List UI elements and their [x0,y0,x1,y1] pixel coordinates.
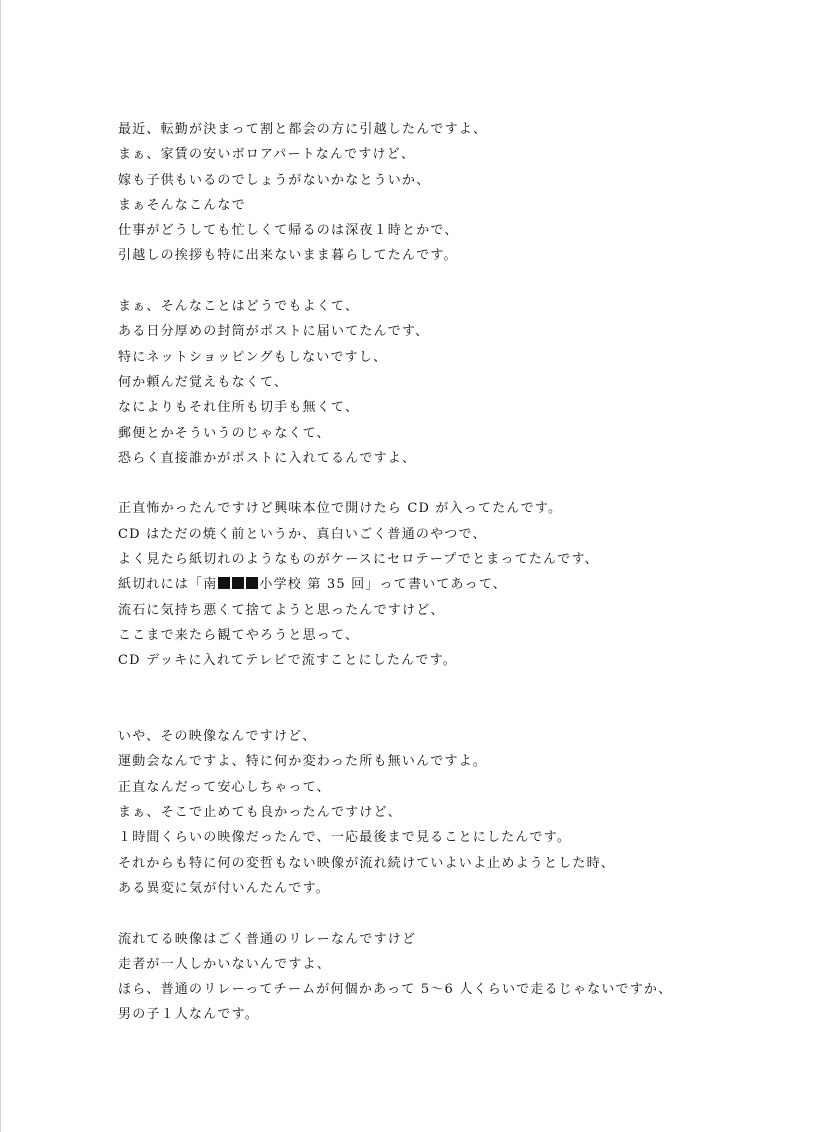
text-line: ある異変に気が付いんたんです。 [118,880,330,896]
text-line: まぁ、そんなことはどうでもよくて、 [118,299,360,315]
text-line: ほら、普通のリレーってチームが何個かあって 5〜6 人くらいで走るじゃないですか、 [118,982,673,998]
text-line: ここまで来たら観てやろうと思って、 [118,627,360,643]
redaction-block [246,577,258,589]
paragraph-4 [118,724,818,901]
text-line: １時間くらいの映像だったんで、一応最後まで見ることにしたんです。 [118,830,572,846]
text-line: それからも特に何の変哲もない映像が流れ続けていよいよ止めようとした時、 [118,855,616,871]
text-line: 走者が一人しかいないんですよ、 [118,956,332,972]
text-line: CD デッキに入れてテレビで流すことにしたんです。 [118,653,457,669]
text-line: なによりもそれ住所も切手も無くて、 [118,400,360,416]
paragraph-gap [118,674,818,699]
paragraph-gap [118,269,818,294]
text-segment: 小学校 第 35 回」って書いてあって、 [259,577,507,593]
paragraph-2 [118,294,818,471]
text-line: まぁ、家賃の安いボロアパートなんですけど、 [118,147,416,163]
text-line: CD はただの焼く前というか、真白いごく普通のやつで、 [118,526,487,542]
text-line: 特にネットショッピングもしないですし、 [118,349,388,365]
text-line: 男の子１人なんです。 [118,1007,259,1023]
text-line: よく見たら紙切れのようなものがケースにセロテープでとまってたんです、 [118,552,599,568]
text-line: 郵便とかそういうのじゃなくて、 [118,425,331,441]
redaction-block [218,577,230,589]
page-edge [0,0,1,1132]
text-line: 仕事がどうしても忙しくて帰るのは深夜１時とかで、 [118,223,459,239]
text-segment: 紙切れには「南 [118,577,218,593]
text-line: まぁ、そこで止めても良かったんですけど、 [118,805,403,821]
text-line-with-redaction [118,572,818,597]
paragraph-gap [118,471,818,496]
text-line: 引越しの挨拶も特に出来ないまま暮らしてたんです。 [118,248,458,264]
text-line: 恐らく直接誰かがポストに入れてるんですよ、 [118,450,417,466]
text-line: 嫁も子供もいるのでしょうがないかなとういか、 [118,172,431,188]
text-line: 流れてる映像はごく普通のリレーなんですけど [118,931,417,947]
paragraph-3 [118,496,818,673]
text-line: 運動会なんですよ、特に何か変わった所も無いんですよ。 [118,754,488,770]
document-body [118,117,818,1028]
text-line: まぁそんなこんなで [118,197,246,213]
paragraph-gap [118,699,818,724]
text-line: 何か頼んだ覚えもなくて、 [118,374,289,390]
text-line: 最近、転勤が決まって割と都会の方に引越したんですよ、 [118,122,488,137]
redaction-block [232,577,244,589]
text-line: 正直なんだって安心しちゃって、 [118,779,331,795]
paragraph-gap [118,901,818,926]
paragraph-1 [118,117,818,269]
text-line: 正直怖かったんですけど興味本位で開けたら CD が入ってたんです。 [118,501,563,517]
text-line: 流石に気持ち悪くて捨てようと思ったんですけど、 [118,602,445,618]
text-line: ある日分厚めの封筒がポストに届いてたんです、 [118,324,430,340]
paragraph-5 [118,927,818,1028]
text-line: いや、その映像なんですけど、 [118,729,317,745]
